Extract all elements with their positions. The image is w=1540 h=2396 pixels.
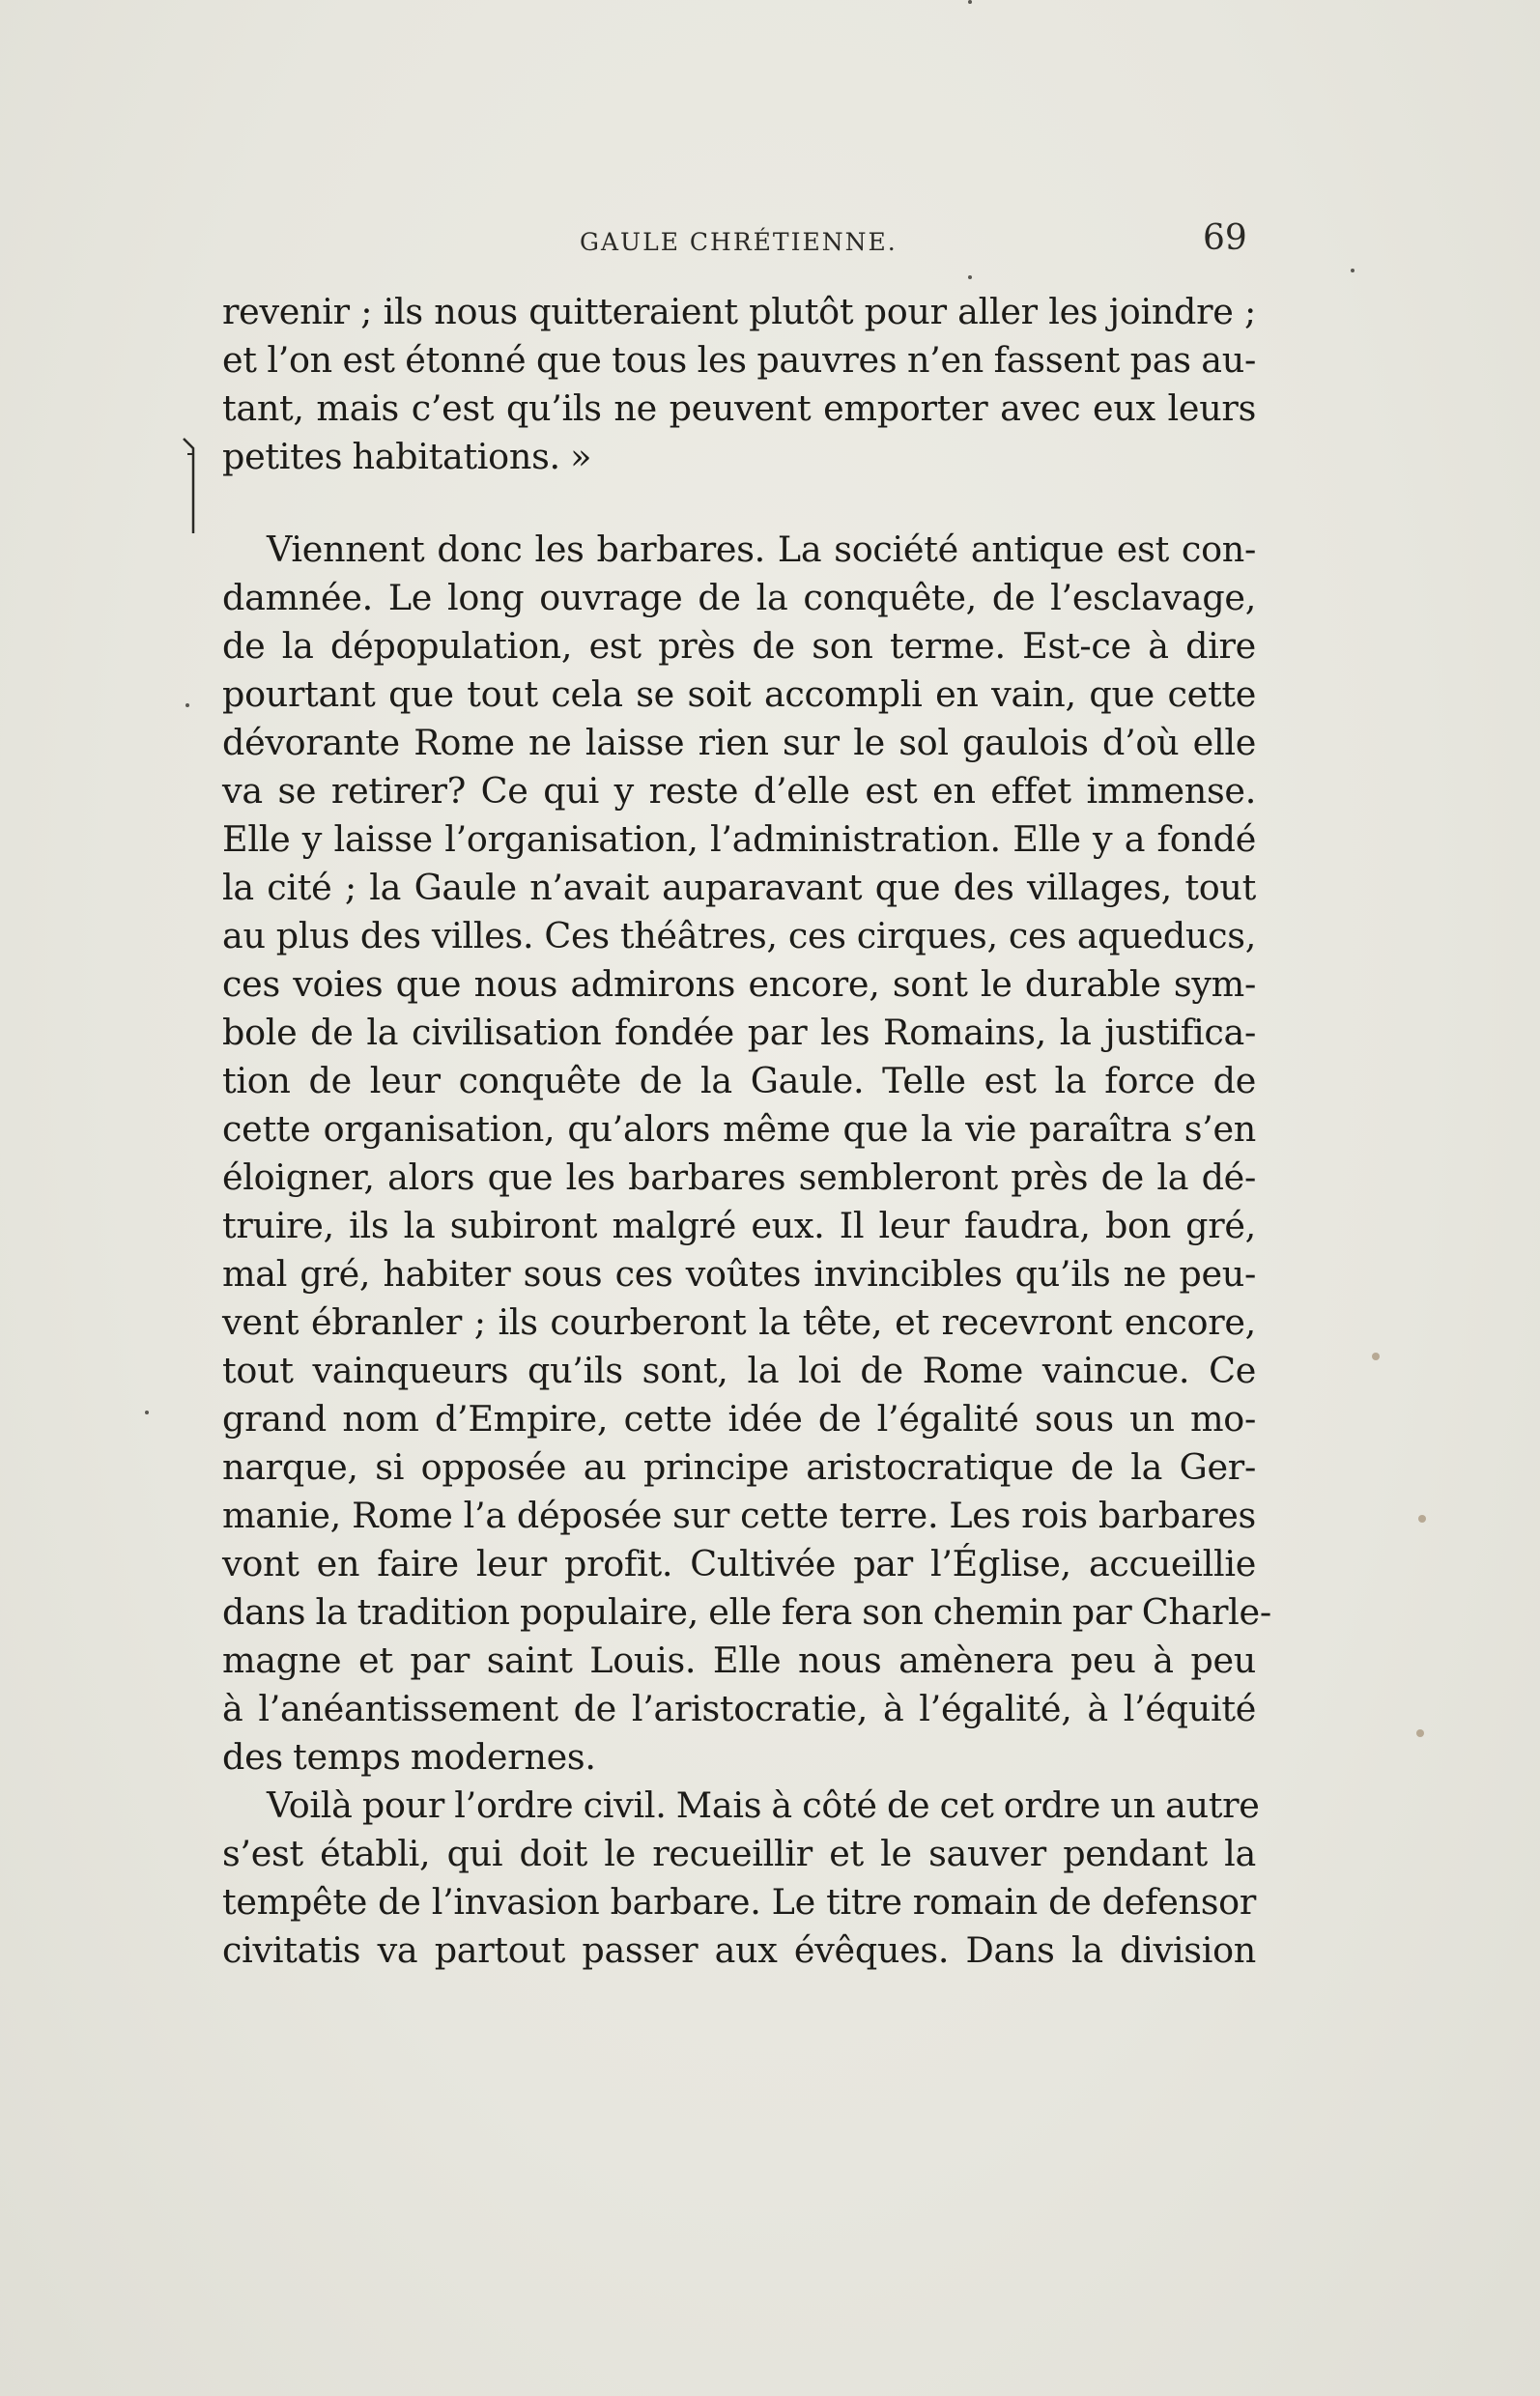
text-line: à l’anéantissement de l’aristocratie, à l’égalité, à l’équité <box>222 1688 1256 1729</box>
text-line: civitatis va partout passer aux évêques. Dans la division <box>222 1929 1256 1971</box>
text-line: et l’on est étonné que tous les pauvres n’en fassent pas au- <box>222 339 1256 381</box>
text-line: va se retirer? Ce qui y reste d’elle est en effet immense. <box>222 770 1256 812</box>
page-number: 69 <box>1203 218 1247 258</box>
text-line: des temps modernes. <box>222 1736 596 1778</box>
margin-pencil-mark <box>182 437 199 543</box>
text-line: pourtant que tout cela se soit accompli en vain, que cette <box>222 673 1256 715</box>
text-line: grand nom d’Empire, cette idée de l’égalité sous un mo- <box>222 1398 1256 1440</box>
text-line: manie, Rome l’a déposée sur cette terre. Les rois barbares <box>222 1495 1256 1536</box>
text-line: s’est établi, qui doit le recueillir et le sauver pendant la <box>222 1833 1256 1874</box>
ink-speck <box>968 0 972 4</box>
text-line: magne et par saint Louis. Elle nous amènera peu à peu <box>222 1640 1256 1681</box>
text-line: Elle y laisse l’organisation, l’administration. Elle y a fondé <box>222 818 1256 860</box>
text-line: dans la tradition populaire, elle fera son chemin par Charle- <box>222 1591 1271 1633</box>
text-line: tout vainqueurs qu’ils sont, la loi de Rome vaincue. Ce <box>222 1350 1256 1391</box>
text-line: revenir ; ils nous quitteraient plutôt pour aller les joindre ; <box>222 291 1256 332</box>
text-line: vont en faire leur profit. Cultivée par l’Église, accueillie <box>222 1543 1256 1584</box>
stain-mark <box>1372 1353 1380 1360</box>
text-line: damnée. Le long ouvrage de la conquête, de l’esclavage, <box>222 577 1256 618</box>
text-line: tant, mais c’est qu’ils ne peuvent emporter avec eux leurs <box>222 387 1256 429</box>
ink-speck <box>1351 269 1355 272</box>
text-line: tempête de l’invasion barbare. Le titre romain de defensor <box>222 1881 1256 1923</box>
text-line: au plus des villes. Ces théâtres, ces cirques, ces aqueducs, <box>222 915 1256 956</box>
paragraph-gap <box>222 481 1256 526</box>
ink-speck <box>185 703 189 707</box>
text-line: Viennent donc les barbares. La société antique est con- <box>267 528 1256 570</box>
stain-mark <box>1418 1515 1426 1523</box>
text-line: vent ébranler ; ils courberont la tête, et recevront encore, <box>222 1301 1256 1343</box>
stain-mark <box>1416 1729 1424 1737</box>
text-line: bole de la civilisation fondée par les Romains, la justifica- <box>222 1012 1256 1053</box>
body-text <box>222 288 1271 1975</box>
text-line: truire, ils la subiront malgré eux. Il leur faudra, bon gré, <box>222 1205 1256 1246</box>
text-line: de la dépopulation, est près de son terme. Est-ce à dire <box>222 625 1256 667</box>
text-line: cette organisation, qu’alors même que la vie paraîtra s’en <box>222 1108 1256 1150</box>
text-line: tion de leur conquête de la Gaule. Telle est la force de <box>222 1060 1256 1101</box>
text-line: éloigner, alors que les barbares sembleront près de la dé- <box>222 1156 1256 1198</box>
running-title: GAULE CHRÉTIENNE. <box>580 228 898 256</box>
text-line: narque, si opposée au principe aristocratique de la Ger- <box>222 1446 1256 1488</box>
text-line: ces voies que nous admirons encore, sont le durable sym- <box>222 963 1256 1005</box>
text-line: dévorante Rome ne laisse rien sur le sol gaulois d’où elle <box>222 722 1256 763</box>
ink-speck <box>968 275 972 279</box>
paragraph <box>222 1782 1260 1975</box>
text-line: la cité ; la Gaule n’avait auparavant que des villages, tout <box>222 867 1256 908</box>
ink-speck <box>145 1411 149 1414</box>
paragraph <box>222 526 1271 1782</box>
text-line: mal gré, habiter sous ces voûtes invincibles qu’ils ne peu- <box>222 1253 1256 1295</box>
text-line: petites habitations. » <box>222 436 592 477</box>
paragraph <box>222 288 1256 481</box>
text-line: Voilà pour l’ordre civil. Mais à côté de cet ordre un autre <box>267 1784 1260 1826</box>
